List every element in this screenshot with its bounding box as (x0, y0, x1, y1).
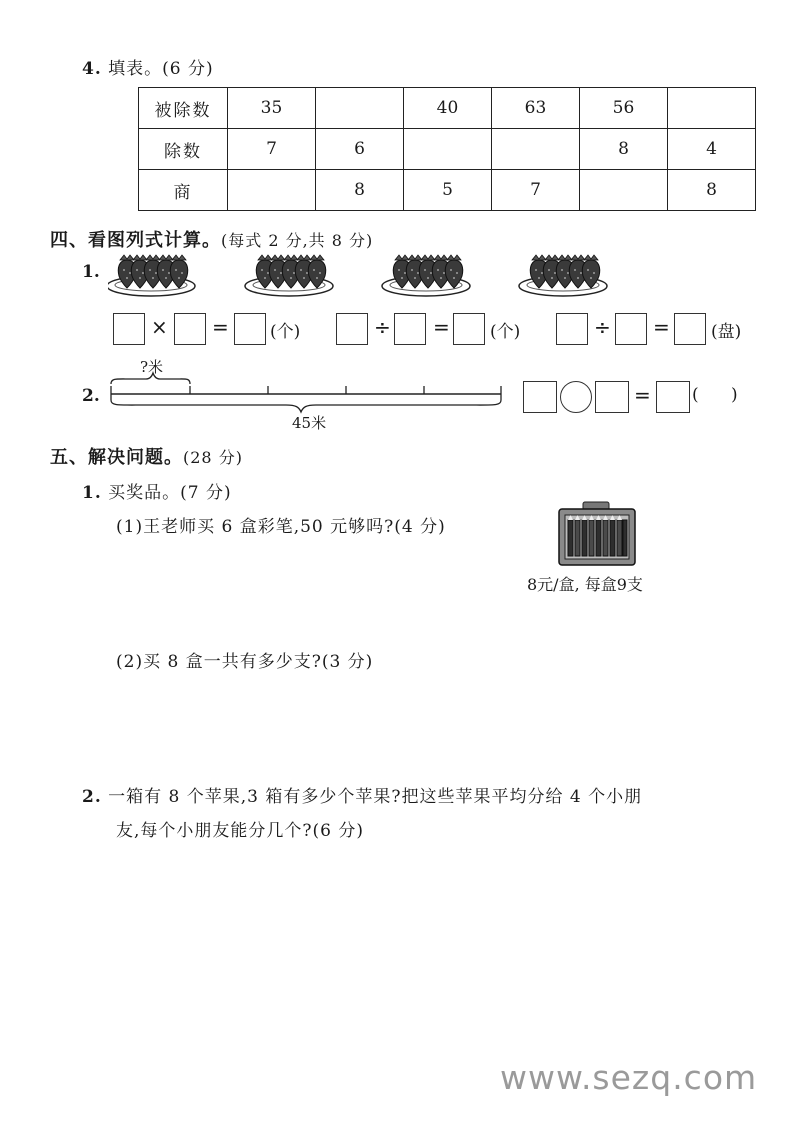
table-cell: 35 (228, 88, 316, 129)
row-label-quotient: 商 (139, 170, 228, 211)
price-caption: 8元/盒, 每盒9支 (527, 575, 643, 594)
row-label-divisor: 除数 (139, 129, 228, 170)
table-cell: 56 (580, 88, 668, 129)
table-cell: 40 (404, 88, 492, 129)
section4-subtitle: (每式 2 分,共 8 分) (221, 231, 374, 250)
equals-sign: = (433, 315, 450, 339)
table-cell: 8 (316, 170, 404, 211)
table-cell[interactable] (316, 88, 404, 129)
part-label: ?米 (140, 358, 164, 376)
s4-p1-number: 1. (82, 262, 100, 282)
section5-heading (50, 443, 243, 469)
table-cell: 8 (668, 170, 756, 211)
plate-icon (519, 255, 607, 296)
s5-p1-sub2: (2)买 8 盒一共有多少支?(3 分) (116, 652, 374, 672)
table-cell[interactable] (404, 129, 492, 170)
s5-p1-title: 买奖品。(7 分) (108, 483, 232, 503)
table-cell[interactable] (492, 129, 580, 170)
unit-label: (个) (270, 322, 301, 342)
plate-icon (382, 255, 470, 296)
answer-box[interactable] (234, 313, 266, 345)
table-cell: 5 (404, 170, 492, 211)
s5-p1-number: 1. (82, 483, 102, 503)
s5-p2-line1-wrap (82, 782, 772, 807)
s5-p1-sub1: (1)王老师买 6 盒彩笔,50 元够吗?(4 分) (116, 517, 446, 537)
table-cell[interactable] (228, 170, 316, 211)
answer-box[interactable] (674, 313, 706, 345)
answer-box[interactable] (556, 313, 588, 345)
section4-title: 四、看图列式计算。 (50, 230, 221, 251)
answer-box[interactable] (113, 313, 145, 345)
table-row (139, 170, 756, 211)
plate-icon (245, 255, 333, 296)
table-cell[interactable] (580, 170, 668, 211)
table-cell: 7 (492, 170, 580, 211)
answer-box[interactable] (174, 313, 206, 345)
s5-p1-heading (82, 478, 232, 503)
answer-box[interactable] (595, 381, 629, 413)
s5-p2-line1: 一箱有 8 个苹果,3 箱有多少个苹果?把这些苹果平均分给 4 个小朋 (108, 787, 643, 807)
answer-box[interactable] (615, 313, 647, 345)
table-row (139, 88, 756, 129)
operator-circle[interactable] (560, 381, 592, 413)
table-cell: 63 (492, 88, 580, 129)
multiply-sign: × (151, 315, 168, 339)
q4-heading (82, 54, 214, 79)
q4-number: 4. (82, 59, 102, 79)
s4-p2-number: 2. (82, 386, 100, 406)
table-row (139, 129, 756, 170)
unit-label: (个) (490, 322, 521, 342)
division-table (138, 87, 756, 211)
equals-sign: = (634, 383, 651, 407)
section5-title: 五、解决问题。 (50, 447, 183, 468)
table-cell: 8 (580, 129, 668, 170)
table-cell[interactable] (668, 88, 756, 129)
answer-box[interactable] (453, 313, 485, 345)
answer-box[interactable] (394, 313, 426, 345)
divide-sign: ÷ (374, 315, 391, 339)
table-cell: 6 (316, 129, 404, 170)
strawberry-plates-illustration (108, 252, 628, 302)
q4-title: 填表。(6 分) (108, 59, 214, 79)
segment-diagram (106, 370, 506, 414)
table-cell: 7 (228, 129, 316, 170)
table-cell: 4 (668, 129, 756, 170)
unit-label[interactable]: ( ) (692, 385, 738, 405)
pen-box-illustration (555, 500, 639, 568)
s5-p2-line2: 友,每个小朋友能分几个?(6 分) (116, 821, 365, 841)
plate-icon (108, 255, 195, 296)
s5-p2-number: 2. (82, 787, 102, 807)
section4-heading (50, 226, 373, 252)
row-label-dividend: 被除数 (139, 88, 228, 129)
answer-box[interactable] (336, 313, 368, 345)
divide-sign: ÷ (594, 315, 611, 339)
answer-box[interactable] (656, 381, 690, 413)
equals-sign: = (653, 315, 670, 339)
total-label: 45米 (292, 414, 327, 432)
answer-box[interactable] (523, 381, 557, 413)
unit-label: (盘) (711, 322, 742, 342)
watermark: www.sezq.com (500, 1058, 758, 1097)
section5-subtitle: (28 分) (183, 448, 243, 467)
equals-sign: = (212, 315, 229, 339)
